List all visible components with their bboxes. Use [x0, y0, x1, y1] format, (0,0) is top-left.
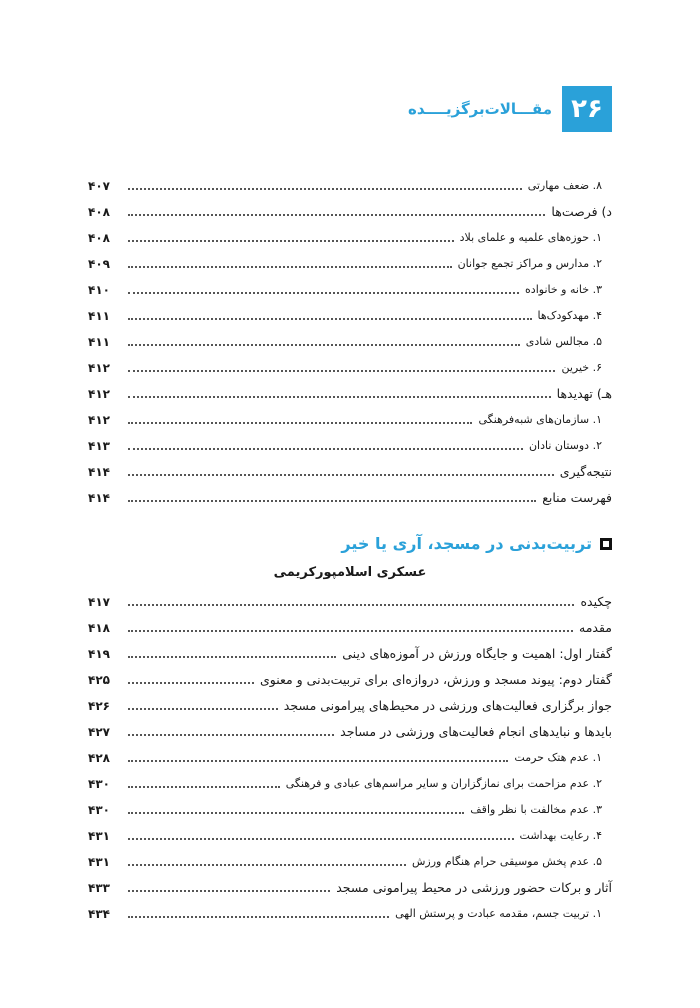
toc-entry-label: ۱. حوزه‌های علمیه و علمای بلاد	[459, 231, 602, 244]
toc-page-number: ۴۰۸	[88, 205, 110, 219]
toc-page-number: ۴۳۴	[88, 907, 110, 921]
toc-entry-label: بایدها و نبایدهای انجام فعالیت‌های ورزشی در مساجد	[340, 724, 612, 739]
toc-entry-label: مقدمه	[579, 620, 612, 635]
toc-page-number: ۴۱۸	[88, 621, 110, 635]
dot-leader	[128, 396, 551, 398]
toc-page-number: ۴۲۶	[88, 699, 110, 713]
toc-entry-label: گفتار اول: اهمیت و جایگاه ورزش در آموزه‌های دینی	[342, 646, 612, 661]
toc-page-number: ۴۱۲	[88, 361, 110, 375]
toc-entry-label: ۵. مجالس شادی	[525, 335, 602, 348]
dot-leader	[128, 734, 334, 736]
toc-page-number: ۴۳۱	[88, 829, 110, 843]
toc-row	[88, 428, 612, 454]
toc-page-number: ۴۱۲	[88, 413, 110, 427]
toc-entry-label: ۲. عدم مزاحمت برای نمازگزاران و سایر مراسم‌های عبادی و فرهنگی	[285, 777, 602, 790]
toc-row	[88, 792, 612, 818]
dot-leader	[128, 916, 389, 918]
toc-row	[88, 350, 612, 376]
dot-leader	[128, 292, 519, 294]
dot-leader	[128, 890, 330, 892]
toc-page-number: ۴۲۷	[88, 725, 110, 739]
toc-page-number: ۴۰۸	[88, 231, 110, 245]
dot-leader	[128, 630, 573, 632]
toc-entry-label: ۱. عدم هتک حرمت	[514, 751, 602, 764]
dot-leader	[128, 448, 523, 450]
toc-entry-label: ۴. رعایت بهداشت	[519, 829, 602, 842]
toc-row	[88, 402, 612, 428]
toc-row	[88, 740, 612, 766]
toc-row	[88, 870, 612, 896]
dot-leader	[128, 812, 464, 814]
book-title: مقـــالات‌برگزیــــده	[407, 100, 552, 118]
toc-page-number: ۴۲۸	[88, 751, 110, 765]
toc-row	[88, 220, 612, 246]
toc-entry-label: ۴. مهدکودک‌ها	[537, 309, 602, 322]
dot-leader	[128, 422, 472, 424]
dot-leader	[128, 318, 532, 320]
section-heading	[341, 534, 612, 553]
dot-leader	[128, 708, 278, 710]
dot-leader	[128, 344, 520, 346]
author-name: عسکری اسلامپورکریمی	[273, 565, 427, 580]
toc-row	[88, 584, 612, 610]
dot-leader	[128, 266, 452, 268]
toc-page-number: ۴۱۲	[88, 387, 110, 401]
toc-row	[88, 324, 612, 350]
toc-page-number: ۴۳۱	[88, 855, 110, 869]
dot-leader	[128, 500, 536, 502]
dot-leader	[128, 188, 522, 190]
dot-leader	[128, 240, 454, 242]
toc-row	[88, 844, 612, 870]
toc-row	[88, 610, 612, 636]
toc-row	[88, 662, 612, 688]
toc-page-number: ۴۰۷	[88, 179, 110, 193]
toc-row	[88, 272, 612, 298]
dot-leader	[128, 604, 574, 606]
toc-page-number: ۴۰۹	[88, 257, 110, 271]
toc-row	[88, 298, 612, 324]
toc-entry-label: ۲. مدارس و مراکز تجمع جوانان	[457, 257, 602, 270]
dot-leader	[128, 864, 406, 866]
toc-page-number: ۴۱۴	[88, 491, 110, 505]
square-bullet-icon	[600, 538, 612, 550]
toc-entry-label: ۲. دوستان نادان	[528, 439, 602, 452]
toc-row	[88, 246, 612, 272]
toc-entry-label: آثار و برکات حضور ورزشی در محیط پیرامونی مسجد	[336, 880, 612, 895]
dot-leader	[128, 214, 545, 216]
toc-page-number: ۴۲۵	[88, 673, 110, 687]
toc-entry-label: ۸. ضعف مهارتی	[527, 179, 602, 192]
toc-row	[88, 896, 612, 922]
toc-row	[88, 194, 612, 220]
toc-page-number: ۴۳۰	[88, 803, 110, 817]
dot-leader	[128, 682, 254, 684]
toc-entry-label: ۵. عدم پخش موسیقی حرام هنگام ورزش	[411, 855, 602, 868]
toc-page-number: ۴۳۳	[88, 881, 110, 895]
dot-leader	[128, 786, 280, 788]
toc-page-number: ۴۱۴	[88, 465, 110, 479]
toc-row	[88, 376, 612, 402]
toc-entry-label: هـ) تهدیدها	[556, 386, 612, 401]
toc-row	[88, 818, 612, 844]
toc-entry-label: ۱. سازمان‌های شبه‌فرهنگی	[478, 413, 602, 426]
dot-leader	[128, 656, 336, 658]
toc-page-number: ۴۱۱	[88, 309, 110, 323]
toc-row	[88, 454, 612, 480]
toc-row	[88, 480, 612, 506]
toc-entry-label: ۳. عدم مخالفت با نظر واقف	[470, 803, 602, 816]
toc-entry-label: ۱. تربیت جسم، مقدمه عبادت و پرستش الهی	[395, 907, 602, 920]
dot-leader	[128, 474, 554, 476]
toc-page-number: ۴۱۹	[88, 647, 110, 661]
section-title: تربیت‌بدنی در مسجد، آری یا خیر	[341, 534, 592, 553]
toc-part-1	[88, 168, 612, 506]
toc-row	[88, 688, 612, 714]
toc-row	[88, 714, 612, 740]
toc-entry-label: فهرست منابع	[542, 490, 612, 505]
toc-row	[88, 168, 612, 194]
toc-entry-label: د) فرصت‌ها	[551, 204, 612, 219]
toc-page-number: ۴۱۰	[88, 283, 110, 297]
toc-page-number: ۴۳۰	[88, 777, 110, 791]
toc-entry-label: چکیده	[580, 594, 612, 609]
toc-entry-label: جواز برگزاری فعالیت‌های ورزشی در محیط‌های پیرامونی مسجد	[283, 698, 612, 713]
dot-leader	[128, 838, 514, 840]
toc-page-number: ۴۱۱	[88, 335, 110, 349]
toc-row	[88, 636, 612, 662]
toc-entry-label: نتیجه‌گیری	[559, 464, 612, 479]
toc-entry-label: ۶. خیرین	[561, 361, 602, 374]
dot-leader	[128, 760, 508, 762]
toc-part-2	[88, 584, 612, 922]
toc-row	[88, 766, 612, 792]
page-number: ۲۶	[562, 86, 612, 132]
toc-page-number: ۴۱۷	[88, 595, 110, 609]
page-header	[408, 86, 612, 132]
toc-entry-label: گفتار دوم: پیوند مسجد و ورزش، دروازه‌ای برای تربیت‌بدنی و معنوی	[259, 672, 612, 687]
toc-page-number: ۴۱۳	[88, 439, 110, 453]
dot-leader	[128, 370, 555, 372]
toc-entry-label: ۳. خانه و خانواده	[525, 283, 602, 296]
